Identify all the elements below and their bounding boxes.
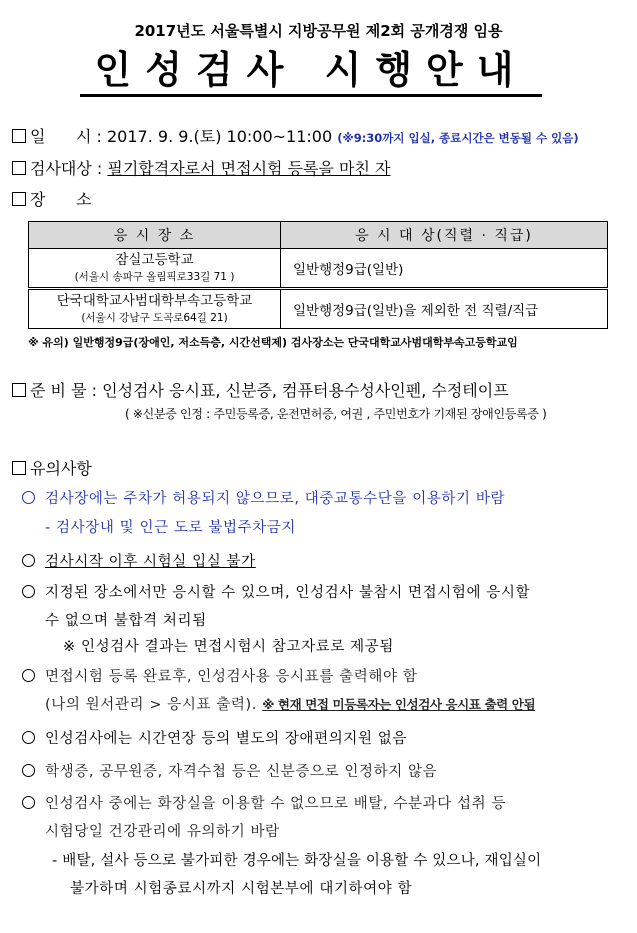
caution-item-5 <box>22 727 407 748</box>
venue-name: 잠실고등학교 <box>115 252 194 268</box>
venue-address: (서울시 송파구 올림픽로33길 71 ) <box>74 271 235 283</box>
caution-text: (나의 원서관리 > 응시표 출력). <box>45 697 257 713</box>
checkbox-square-icon <box>12 461 26 475</box>
checkbox-square-icon <box>12 192 26 206</box>
circle-bullet-icon <box>22 669 35 682</box>
supplies-note: ( ※신분증 인정 : 주민등록증, 운전면허증, 여권 , 주민번호가 기재된 장애인등록증 ) <box>125 407 547 421</box>
checkbox-square-icon <box>12 383 26 397</box>
caution-item-1 <box>22 487 505 508</box>
caution-item-7-line2: 시험당일 건강관리에 유의하기 바람 <box>45 824 280 840</box>
venue-header-target: 응 시 대 상(직렬 · 직급) <box>281 222 608 249</box>
caution-item-3-note: ※ 인성검사 결과는 면접시험시 참고자료로 제공됨 <box>63 639 394 655</box>
caution-item-4 <box>22 665 417 686</box>
venue-name: 단국대학교사범대학부속고등학교 <box>56 293 253 309</box>
table-row <box>29 249 608 289</box>
caution-text: 인성검사 중에는 화장실을 이용할 수 없으므로 배탈, 수분과다 섭취 등 <box>45 796 507 812</box>
caution-item-3 <box>22 581 530 602</box>
target-row: 검사대상 : 필기합격자로서 면접시험 등록을 마친 자 <box>12 156 391 179</box>
venue-table-header <box>29 222 608 249</box>
venue-place-cell <box>29 289 281 329</box>
caution-text: 검사시작 이후 시험실 입실 불가 <box>45 554 256 570</box>
target-value: 필기합격자로서 면접시험 등록을 마친 자 <box>107 159 391 178</box>
circle-bullet-icon <box>22 585 35 598</box>
location-row <box>12 187 91 210</box>
caution-item-4-line2 <box>45 693 535 714</box>
circle-bullet-icon <box>22 731 35 744</box>
cautions-label: 유의사항 <box>30 459 92 478</box>
document-title: 인성검사 시행안내 <box>94 48 528 92</box>
title-underline <box>80 94 542 97</box>
venue-target-cell: 일반행정9급(일반) <box>281 249 608 289</box>
schedule-label: 일 시 <box>30 127 92 146</box>
caution-item-2 <box>22 550 256 571</box>
supplies-value: : 인성검사 응시표, 신분증, 컴퓨터용수성사인펜, 수정테이프 <box>91 381 509 400</box>
caution-item-6 <box>22 760 437 781</box>
schedule-value: 2017. 9. 9.(토) 10:00~11:00 <box>107 127 333 146</box>
caution-item-7-sub2: 불가하며 시험종료시까지 시험본부에 대기하여야 함 <box>70 881 413 897</box>
venue-note: ※ 유의) 일반행정9급(장애인, 저소득층, 시간선택제) 검사장소는 단국대학교사범대학부속고등학교임 <box>28 336 518 349</box>
schedule-note: (※9:30까지 입실, 종료시간은 변동될 수 있음) <box>337 131 579 145</box>
venue-table <box>28 221 608 329</box>
caution-text: 학생증, 공무원증, 자격수첩 등은 신분증으로 인정하지 않음 <box>45 764 438 780</box>
caution-text: 검사장에는 주차가 허용되지 않으므로, 대중교통수단을 이용하기 바람 <box>45 491 506 507</box>
venue-target-cell: 일반행정9급(일반)을 제외한 전 직렬/직급 <box>281 289 608 329</box>
schedule-row: 일 시 : 2017. 9. 9.(토) 10:00~11:00 (※9:30까지 입실, 종료시간은 변동될 수 있음) <box>12 124 579 147</box>
caution-text: 면접시험 등록 완료후, 인성검사용 응시표를 출력해야 함 <box>45 669 418 685</box>
target-label: 검사대상 <box>30 159 92 178</box>
venue-place-cell <box>29 249 281 289</box>
supplies-label: 준 비 물 <box>30 381 87 400</box>
caution-item-1-sub: - 검사장내 및 인근 도로 불법주차금지 <box>45 520 296 536</box>
circle-bullet-icon <box>22 764 35 777</box>
caution-text: 인성검사에는 시간연장 등의 별도의 장애편의지원 없음 <box>45 731 408 747</box>
cautions-heading <box>12 456 92 479</box>
caution-warning: ※ 현재 면접 미등록자는 인성검사 응시표 출력 안됨 <box>262 697 536 712</box>
venue-address: (서울시 강남구 도곡로64길 21) <box>81 312 228 324</box>
checkbox-square-icon <box>12 161 26 175</box>
circle-bullet-icon <box>22 554 35 567</box>
caution-text: 지정된 장소에서만 응시할 수 있으며, 인성검사 불참시 면접시험에 응시할 <box>45 585 531 601</box>
supplies-row <box>12 378 509 401</box>
caution-item-3-line2: 수 없으며 불합격 처리됨 <box>45 613 207 629</box>
checkbox-square-icon <box>12 129 26 143</box>
venue-header-place: 응 시 장 소 <box>29 222 281 249</box>
table-row <box>29 289 608 329</box>
circle-bullet-icon <box>22 796 35 809</box>
circle-bullet-icon <box>22 491 35 504</box>
location-label: 장 소 <box>30 190 92 209</box>
document-header: 2017년도 서울특별시 지방공무원 제2회 공개경쟁 임용 <box>134 22 503 40</box>
caution-item-7 <box>22 792 506 813</box>
caution-item-7-sub1: - 배탈, 설사 등으로 불가피한 경우에는 화장실을 이용할 수 있으나, 재입실이 <box>52 853 542 869</box>
